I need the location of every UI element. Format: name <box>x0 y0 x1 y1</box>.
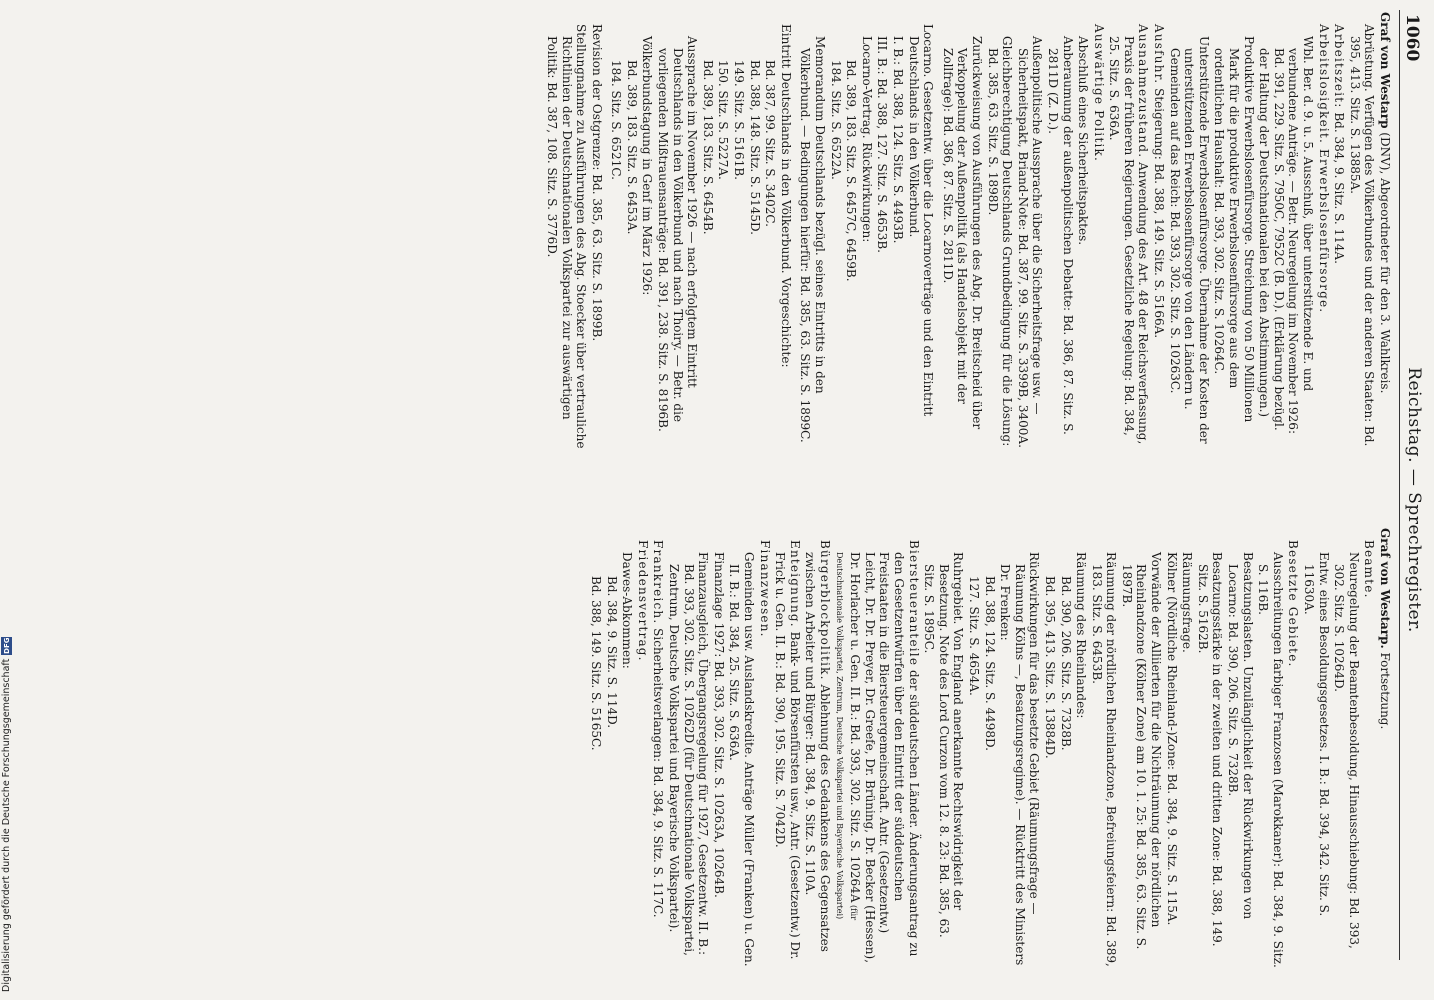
entry-text: Rückwirkungen für das besetzte Gebiet (Räumungsfrage — Räumung Kölns —, Besatzungsregime). — Rücktritt des Ministers Dr. Frenken: <box>998 552 1042 966</box>
entry-text: Dawes-Abkommen: <box>620 552 635 669</box>
entry-text: Vorwände der Alliierten für die Nichträumung der nördlichen Rheinlandzone (Kölner Zone) am 10. 1. 25: Bd. 385, 63. Sitz. S. 1897B. <box>1119 552 1164 950</box>
entry-text: Finanzlage 1927: Bd. 393, 302. Sitz. S. 10263A, 10264B. <box>711 552 726 898</box>
index-entry <box>589 528 604 968</box>
entry-text: Entw. eines Besoldungsgesetzes. I. B.: Bd. 394, 342. Sitz. S. 11630A. <box>1302 552 1331 917</box>
index-entry <box>828 12 843 452</box>
index-entry <box>656 12 700 452</box>
index-entry <box>716 12 731 452</box>
index-entry <box>640 12 655 452</box>
index-entry <box>757 528 772 968</box>
speaker-name: Graf von Westarp <box>1378 12 1392 129</box>
index-entry <box>1042 528 1057 968</box>
index-entry <box>1058 528 1073 968</box>
subject-keyword: Enteignung. <box>787 540 802 628</box>
entry-text: 149. Sitz. S. 5161B. <box>732 60 747 180</box>
entry-text: Räumungsfrage. <box>1180 552 1195 653</box>
index-entry <box>1045 12 1074 452</box>
subject-keyword: Ausnahmezustand. <box>1136 24 1151 159</box>
entry-text: Bd. 384, 9. Sitz. S. 114D. <box>604 576 619 729</box>
index-entry <box>875 12 890 452</box>
index-entry <box>604 528 619 968</box>
entry-text: Stellungnahme zu Ausführungen des Abg. Stoecker über vertrauliche Richtlinien der Deutschnationalen Volkspartei zur auswärtigen Politik: Bd. 387, 108. Sitz. S. 3776D. <box>544 24 589 449</box>
index-entry <box>1091 12 1106 452</box>
entry-text: Zurückweisung von Ausführungen des Abg. Dr. Breitscheid über Verkoppelung der Außenpolitik (als Handelsobjekt mit der Zollfrage): Bd. 386, 87. Sitz. S. 2811D. <box>940 36 984 430</box>
running-title: Reichstag. — Sprechregister. <box>1404 367 1424 633</box>
entry-text: Anwendung des Art. 48 der Reichsverfassung, Praxis der früheren Regierungen. Gesetzliche Regelung: Bd. 384, 25. Sitz. S. 636A. <box>1107 36 1151 445</box>
subject-keyword: Ausfuhr. <box>1152 24 1167 85</box>
spacer <box>793 12 797 452</box>
entry-text: Bd. 390, 206. Sitz. S. 7328B. <box>1058 576 1073 751</box>
index-entry <box>1257 12 1315 452</box>
entry-text: Gemeinden usw. Auslandskredite. Anträge Müller (Franken) u. Gen. II. B.: Bd. 384, 25. Sitz. S. 636A. <box>727 552 757 967</box>
footer <box>0 560 16 1000</box>
entry-text: Besatzungsstärke in der zweiten und dritten Zone: Bd. 388, 149. Sitz. S. 5162B. <box>1195 552 1225 947</box>
index-entry <box>1377 12 1392 452</box>
index-entry <box>890 12 905 452</box>
subject-keyword: Frankreich. <box>651 540 666 625</box>
index-entry <box>747 12 762 452</box>
index-entry <box>940 12 984 452</box>
index-entry <box>1301 528 1330 968</box>
index-entry <box>1377 528 1392 968</box>
subject-keyword: Biersteueranteile <box>906 540 921 667</box>
funding-text: Digitalisierung gefördert durch die Deutsche Forschungsgemeinschaft <box>1 658 12 992</box>
subject-keyword: Besetzte Gebiete. <box>1286 540 1301 668</box>
index-entry <box>998 528 1042 968</box>
entry-text: Anberaumung der außenpolitischen Debatte: Bd. 386, 87. Sitz. S. 2811D (Z. D.). <box>1045 36 1075 435</box>
index-entry <box>1225 528 1254 968</box>
index-entry <box>982 528 997 968</box>
dfg-logo: DFG <box>2 637 11 654</box>
index-entry <box>667 528 711 968</box>
entry-text: Bd. 395, 413. Sitz. S. 13884D. <box>1042 576 1057 759</box>
index-entry <box>1164 528 1179 968</box>
index-entry <box>906 12 935 452</box>
index-entry <box>922 528 966 968</box>
left-column <box>543 12 1392 452</box>
entry-text: Bank- und Börsenfürsten usw., Antr. (Gesetzentw.) Dr. Frick u. Gen. II. B.: Bd. 390, 195. Sitz. S. 7042D. <box>773 552 802 960</box>
entry-text: 184. Sitz. S. 6521C. <box>609 60 624 180</box>
index-entry <box>1286 528 1301 968</box>
entry-text: 127. Sitz. S. 4654A. <box>966 576 981 696</box>
entry-text: Bd. 389, 183. Sitz. S. 6453A. <box>624 60 639 235</box>
entry-text: Bd. 384, 9. Sitz. S. 114A. <box>1332 108 1347 264</box>
spacer <box>604 12 608 452</box>
entry-text: Bd. 389, 183. Sitz. S. 6457C, 6459B. <box>844 60 859 282</box>
index-entry <box>763 12 778 452</box>
index-entry <box>1332 12 1347 452</box>
entry-text: Memorandum Deutschlands bezügl. seines Eintritts in den Völkerbund. — Bedingungen hierfür: Bd. 385, 63. Sitz. S. 1899C. <box>798 36 828 443</box>
index-entry <box>1212 12 1256 452</box>
entry-text: Gleichberechtigung Deutschlands Grundbedingung für die Lösung: Bd. 385, 63. Sitz. S. 1898D. <box>985 36 1015 447</box>
entry-note: (für Deutschnationale Volkspartei, Zentrum, Deutsche Volkspartei und Bayerische Volkspartei) <box>834 552 859 921</box>
index-entry <box>985 12 1014 452</box>
entry-text: Bd. 388, 149. Sitz. S. 5165C. <box>589 576 604 751</box>
entry-text: (DNV), Abgeordneter für den 3. Wahlkreis. <box>1378 128 1392 394</box>
spacer <box>935 12 939 452</box>
index-entry <box>1256 528 1285 968</box>
index-entry <box>773 528 802 968</box>
entry-text: der süddeutschen Länder. Änderungsantrag zu den Gesetzentwürfen über den Eintritt der süddeutschen Freistaaten in die Biersteuergemeinschaft. Antr. (Gesetzentw.) Leicht, Dr. Dr. Preyer, Dr. Greefe, Dr. Brüning, Dr. Becker (Hessen), Dr. Horlacher u. Gen. II. B.: Bd. 393, 302. Sitz. S. 10264A <box>848 552 921 964</box>
entry-text: Finanzausgleich, Übergangsregelung für 1927, Gesetzentw. II. B.: Bd. 393, 302. Sitz. S. 10262D (für Deutschnationale Volkspartei, Zentrum, Deutsche Volkspartei und Bayerische Volkspartei). <box>667 552 711 956</box>
index-entry <box>609 12 624 452</box>
entry-text: 150. Sitz. S. 5227A. <box>716 60 731 180</box>
speaker-name: Graf von Westarp. <box>1378 528 1392 649</box>
index-entry <box>700 12 715 452</box>
entry-text: I. B.: Bd. 388, 124. Sitz. S. 4493B. <box>891 36 905 244</box>
entry-text: III. B.: Bd. 388, 127. Sitz. S. 4653B. <box>875 36 890 253</box>
subject-keyword: Auswärtige Politik. <box>1091 24 1106 163</box>
subject-keyword: Finanzwesen. <box>757 540 772 638</box>
entry-text: Bd. 388, 124. Sitz. S. 4498D. <box>982 576 997 751</box>
entry-text: Sicherheitsverlangen: Bd. 384, 9. Sitz. S. 117C. <box>651 624 666 918</box>
entry-text: Räumung der nördlichen Rheinlandzone, Befreiungsfeiern: Bd. 389, 183. Sitz. S. 6453B. <box>1089 552 1119 967</box>
funding-note <box>1 637 12 992</box>
index-entry <box>1316 12 1331 452</box>
index-entry <box>1089 528 1118 968</box>
entry-text: Neuregelung der Beamtenbesoldung, Hinausschiebung: Bd. 393, 302. Sitz. S. 10264D. <box>1332 552 1361 949</box>
index-entry <box>1332 528 1361 968</box>
entry-text: Ablehnung des Gedankens des Gegensatzes zwischen Arbeiter und Bürger: Bd. 384, 9. Sitz. S. 110A. <box>803 552 833 952</box>
entry-text: Locarno-Vertrag. Rückwirkungen: <box>859 36 874 243</box>
index-entry <box>833 528 921 968</box>
entry-text: 184. Sitz. S. 6522A. <box>828 60 843 180</box>
entry-text: Fortsetzung. <box>1378 648 1392 730</box>
subject-keyword: Friedensvertrag. <box>635 540 650 662</box>
entry-text: Bd. 388, 148. Sitz. S. 5145D. <box>747 60 762 235</box>
index-entry <box>844 12 859 452</box>
index-entry <box>1107 12 1151 452</box>
entry-text: Steigerung: Bd. 388, 149. Sitz. S. 5166A. <box>1152 84 1167 339</box>
entry-text: Räumung des Rheinlandes: <box>1074 552 1089 719</box>
entry-text: Kölner (Nördliche Rheinland-)Zone: Bd. 384, 9. Sitz. S. 115A. <box>1164 552 1179 926</box>
entry-text: Abrüstung. Verfügen des Völkerbundes und der anderen Staaten: Bd. 395, 413. Sitz. S. 13885A. <box>1347 24 1377 447</box>
subject-keyword: Beamte. <box>1362 540 1377 599</box>
index-entry <box>624 12 639 452</box>
index-entry <box>1195 528 1224 968</box>
right-column <box>588 528 1392 968</box>
index-entry <box>727 528 756 968</box>
subject-keyword: Arbeitszeit: <box>1332 24 1347 109</box>
entry-text: Unterstützende Erwerbslosenfürsorge. Übernahme der Kosten der unterstützenden Erwerbslosenfürsorge von den Ländern u. Gemeinden auf das Reich: Bd. 393, 302. Sitz. S. 10263C. <box>1167 36 1211 444</box>
index-entry <box>620 528 635 968</box>
subject-keyword: Bürgerblockpolitik. <box>818 540 833 681</box>
index-entry <box>798 12 827 452</box>
index-entry <box>1347 12 1376 452</box>
entry-text: Bd. 387, 99. Sitz. S. 3402C. <box>763 60 778 227</box>
index-entry <box>1362 528 1377 968</box>
index-entry <box>778 12 793 452</box>
entry-text: Abschluß eines Sicherheitspaktes. <box>1076 36 1091 246</box>
index-entry <box>1074 528 1089 968</box>
entry-text: Wbl. Ber. d. 9. u. 5. Ausschuß, über unterstützende E. und verbundene Anträge. — Betr. Neuregelung im November 1926: Bd. 391, 229. Sitz. S. 7950C, 7952C (B. D.). (Erklärung bezügl. der Haltung der Deutschnationalen bei den Abstimmungen.) <box>1257 36 1316 434</box>
index-entry <box>1152 12 1167 452</box>
index-entry <box>859 12 874 452</box>
entry-text: Locarno. Gesetzentw. über die Locarnoverträge und den Eintritt Deutschlands in den Völkerbund. <box>906 24 936 417</box>
entry-text: Ausschreitungen farbiger Franzosen (Marokkaner): Bd. 384, 9. Sitz. S. 116B. <box>1256 552 1285 968</box>
index-entry <box>1076 12 1091 452</box>
entry-text: Besatzungslasten. Unzulänglichkeit der Rückwirkungen von Locarno: Bd. 390, 206. Sitz. S. 7328B. <box>1226 552 1255 920</box>
entry-text: Bd. 389, 183. Sitz. S. 6454B. <box>700 60 715 235</box>
index-entry <box>635 528 650 968</box>
index-entry <box>731 12 746 452</box>
page-number: 1060 <box>1402 14 1422 62</box>
entry-text: Aussprache im November 1926 — nach erfolgtem Eintritt Deutschlands in den Völkerbund und nach Thoiry. — Betr. die vorliegenden Mißtrauensanträge: Bd. 391, 238. Sitz. S. 8196B. <box>656 36 700 432</box>
subject-keyword: Arbeitslosigkeit. Erwerbslosenfürsorge. <box>1316 24 1331 314</box>
index-entry <box>1015 12 1044 452</box>
index-entry <box>544 12 588 452</box>
entry-text: Eintritt Deutschlands in den Völkerbund. Vorgeschichte: <box>778 24 793 368</box>
entry-text: Produktive Erwerbslosenfürsorge. Streichung von 50 Millionen Mark für die produktive Erwerbslosenfürsorge aus dem ordentlichen Haushalt: Bd. 393, 302. Sitz. S. 10264C. <box>1212 36 1256 423</box>
entry-text: Völkerbundstagung in Genf im März 1926: <box>640 36 655 296</box>
index-entry <box>1119 528 1163 968</box>
index-entry <box>1167 12 1211 452</box>
index-entry <box>966 528 981 968</box>
entry-text: Revision der Ostgrenze: Bd. 385, 63. Sitz. S. 1899B. <box>589 24 604 342</box>
index-entry <box>711 528 726 968</box>
index-entry <box>651 528 666 968</box>
index-entry <box>803 528 832 968</box>
index-entry <box>589 12 604 452</box>
entry-text: Außenpolitische Aussprache über die Sicherheitsfrage usw. — Sicherheitspakt, Briand-Note: Bd. 387, 99. Sitz. S. 3399B, 3400A. <box>1015 36 1045 448</box>
header-rule <box>1399 10 1400 960</box>
index-entry <box>1180 528 1195 968</box>
entry-text: Ruhrgebiet. Von England anerkannte Rechtswidrigkeit der Besetzung. Note des Lord Curzon vom 12. 8. 23: Bd. 385, 63. Sitz. S. 1895C. <box>922 552 966 938</box>
